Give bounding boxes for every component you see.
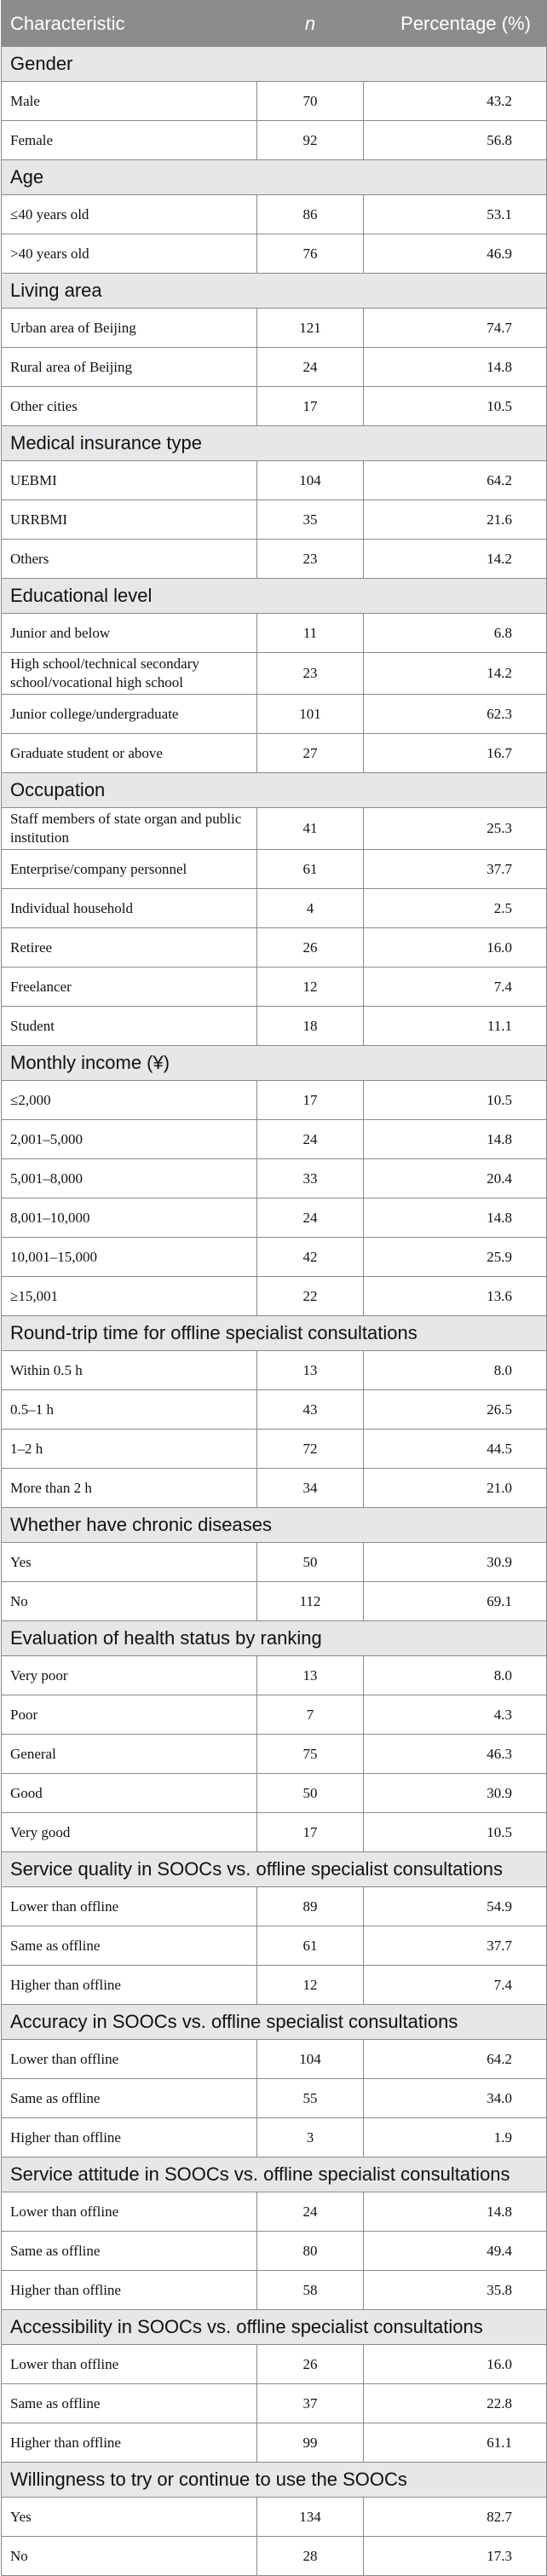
row-count: 26: [257, 2345, 364, 2384]
row-percentage: 56.8: [364, 121, 547, 160]
table-row: [2, 1081, 547, 1120]
row-count: 101: [257, 695, 364, 734]
table-row: [2, 1813, 547, 1852]
table-row: [2, 1966, 547, 2005]
row-label: ≤2,000: [2, 1081, 257, 1120]
header-percentage: Percentage (%): [364, 1, 547, 47]
row-count: 112: [257, 1582, 364, 1621]
row-percentage: 64.2: [364, 2040, 547, 2079]
row-percentage: 43.2: [364, 82, 547, 121]
row-label: Enterprise/company personnel: [2, 850, 257, 889]
row-percentage: 6.8: [364, 614, 547, 653]
section-title: Service attitude in SOOCs vs. offline specialist consultations: [2, 2157, 547, 2192]
section-header-row: [2, 160, 547, 195]
row-label: Same as offline: [2, 2079, 257, 2118]
row-label: Student: [2, 1007, 257, 1046]
row-label: Same as offline: [2, 1926, 257, 1966]
row-count: 43: [257, 1390, 364, 1430]
table-row: [2, 1582, 547, 1621]
section-title: Round-trip time for offline specialist consultations: [2, 1316, 547, 1351]
row-percentage: 62.3: [364, 695, 547, 734]
table-row: [2, 461, 547, 500]
row-count: 61: [257, 850, 364, 889]
row-label: 10,001–15,000: [2, 1238, 257, 1277]
row-percentage: 74.7: [364, 309, 547, 348]
row-percentage: 69.1: [364, 1582, 547, 1621]
section-title: Evaluation of health status by ranking: [2, 1621, 547, 1656]
row-label: UEBMI: [2, 461, 257, 500]
row-count: 99: [257, 2423, 364, 2463]
row-percentage: 46.9: [364, 234, 547, 274]
section-header-row: [2, 2463, 547, 2498]
row-label: Same as offline: [2, 2232, 257, 2271]
row-percentage: 14.2: [364, 540, 547, 579]
row-count: 70: [257, 82, 364, 121]
section-header-row: [2, 1621, 547, 1656]
table-row: [2, 2498, 547, 2537]
row-label: Very poor: [2, 1656, 257, 1695]
row-percentage: 14.8: [364, 348, 547, 387]
row-percentage: 11.1: [364, 1007, 547, 1046]
row-label: 2,001–5,000: [2, 1120, 257, 1159]
row-label: Lower than offline: [2, 2192, 257, 2232]
row-percentage: 30.9: [364, 1543, 547, 1582]
section-header-row: [2, 1852, 547, 1887]
row-label: Freelancer: [2, 967, 257, 1007]
row-percentage: 10.5: [364, 1813, 547, 1852]
section-header-row: [2, 47, 547, 82]
table-row: [2, 387, 547, 426]
row-count: 17: [257, 387, 364, 426]
row-percentage: 25.9: [364, 1238, 547, 1277]
table-row: [2, 2232, 547, 2271]
row-count: 26: [257, 928, 364, 967]
section-header-row: [2, 2310, 547, 2345]
row-label: Graduate student or above: [2, 734, 257, 773]
table-row: [2, 850, 547, 889]
row-count: 13: [257, 1351, 364, 1390]
table-row: [2, 928, 547, 967]
row-count: 13: [257, 1656, 364, 1695]
row-label: More than 2 h: [2, 1469, 257, 1508]
table-row: [2, 1007, 547, 1046]
row-count: 4: [257, 889, 364, 928]
row-percentage: 46.3: [364, 1735, 547, 1774]
table-header: [2, 1, 547, 47]
table-row: [2, 309, 547, 348]
row-label: High school/technical secondary school/vocational high school: [2, 653, 257, 695]
row-label: Lower than offline: [2, 1887, 257, 1926]
row-percentage: 16.0: [364, 928, 547, 967]
table-row: [2, 82, 547, 121]
row-label: 0.5–1 h: [2, 1390, 257, 1430]
row-count: 24: [257, 1120, 364, 1159]
row-count: 42: [257, 1238, 364, 1277]
row-label: Very good: [2, 1813, 257, 1852]
section-title: Accuracy in SOOCs vs. offline specialist consultations: [2, 2005, 547, 2040]
row-count: 17: [257, 1081, 364, 1120]
row-label: Junior and below: [2, 614, 257, 653]
row-count: 92: [257, 121, 364, 160]
table-row: [2, 2079, 547, 2118]
section-header-row: [2, 426, 547, 461]
table-row: [2, 1238, 547, 1277]
row-label: >40 years old: [2, 234, 257, 274]
row-percentage: 4.3: [364, 1695, 547, 1735]
table-row: [2, 1469, 547, 1508]
row-percentage: 14.8: [364, 1120, 547, 1159]
table-row: [2, 2537, 547, 2576]
row-count: 55: [257, 2079, 364, 2118]
row-percentage: 17.3: [364, 2537, 547, 2576]
table-row: [2, 1198, 547, 1238]
table-row: [2, 1277, 547, 1316]
row-label: ≤40 years old: [2, 195, 257, 234]
table-row: [2, 1430, 547, 1469]
row-percentage: 16.7: [364, 734, 547, 773]
table-row: [2, 1159, 547, 1198]
section-title: Educational level: [2, 579, 547, 614]
row-label: Poor: [2, 1695, 257, 1735]
row-percentage: 44.5: [364, 1430, 547, 1469]
row-count: 58: [257, 2271, 364, 2310]
row-percentage: 7.4: [364, 1966, 547, 2005]
row-label: Lower than offline: [2, 2345, 257, 2384]
table-row: [2, 348, 547, 387]
row-percentage: 34.0: [364, 2079, 547, 2118]
row-percentage: 35.8: [364, 2271, 547, 2310]
row-label: Female: [2, 121, 257, 160]
row-percentage: 8.0: [364, 1656, 547, 1695]
row-label: Higher than offline: [2, 2423, 257, 2463]
row-percentage: 10.5: [364, 1081, 547, 1120]
row-count: 11: [257, 614, 364, 653]
row-percentage: 1.9: [364, 2118, 547, 2157]
table-row: [2, 1656, 547, 1695]
table-row: [2, 2345, 547, 2384]
table-row: [2, 1735, 547, 1774]
row-label: Same as offline: [2, 2384, 257, 2423]
row-percentage: 8.0: [364, 1351, 547, 1390]
row-label: URRBMI: [2, 500, 257, 540]
section-title: Service quality in SOOCs vs. offline specialist consultations: [2, 1852, 547, 1887]
table-row: [2, 500, 547, 540]
section-header-row: [2, 579, 547, 614]
characteristics-table: [1, 0, 547, 2576]
section-header-row: [2, 1508, 547, 1543]
row-count: 33: [257, 1159, 364, 1198]
row-percentage: 2.5: [364, 889, 547, 928]
row-percentage: 20.4: [364, 1159, 547, 1198]
row-percentage: 25.3: [364, 808, 547, 850]
table-row: [2, 967, 547, 1007]
table-row: [2, 2192, 547, 2232]
row-percentage: 82.7: [364, 2498, 547, 2537]
row-count: 104: [257, 2040, 364, 2079]
row-percentage: 14.8: [364, 2192, 547, 2232]
table-row: [2, 889, 547, 928]
header-characteristic: Characteristic: [2, 1, 257, 47]
row-label: General: [2, 1735, 257, 1774]
table-row: [2, 614, 547, 653]
row-label: Staff members of state organ and public institution: [2, 808, 257, 850]
section-title: Living area: [2, 274, 547, 309]
table-row: [2, 2040, 547, 2079]
row-label: 1–2 h: [2, 1430, 257, 1469]
row-count: 24: [257, 348, 364, 387]
row-label: 5,001–8,000: [2, 1159, 257, 1198]
section-title: Willingness to try or continue to use the SOOCs: [2, 2463, 547, 2498]
section-header-row: [2, 773, 547, 808]
table-body: [2, 47, 547, 2576]
row-percentage: 54.9: [364, 1887, 547, 1926]
row-percentage: 16.0: [364, 2345, 547, 2384]
row-label: Male: [2, 82, 257, 121]
row-count: 86: [257, 195, 364, 234]
table-row: [2, 695, 547, 734]
row-label: Lower than offline: [2, 2040, 257, 2079]
row-percentage: 53.1: [364, 195, 547, 234]
row-percentage: 26.5: [364, 1390, 547, 1430]
row-percentage: 10.5: [364, 387, 547, 426]
table-row: [2, 2384, 547, 2423]
row-percentage: 14.2: [364, 653, 547, 695]
row-count: 104: [257, 461, 364, 500]
row-label: Yes: [2, 2498, 257, 2537]
section-header-row: [2, 2157, 547, 2192]
table-row: [2, 121, 547, 160]
row-label: Junior college/undergraduate: [2, 695, 257, 734]
section-header-row: [2, 1046, 547, 1081]
row-count: 24: [257, 2192, 364, 2232]
row-count: 12: [257, 1966, 364, 2005]
section-title: Gender: [2, 47, 547, 82]
row-count: 22: [257, 1277, 364, 1316]
section-title: Accessibility in SOOCs vs. offline specialist consultations: [2, 2310, 547, 2345]
row-count: 72: [257, 1430, 364, 1469]
table-row: [2, 1887, 547, 1926]
row-percentage: 64.2: [364, 461, 547, 500]
row-percentage: 30.9: [364, 1774, 547, 1813]
table-row: [2, 2271, 547, 2310]
table-row: [2, 653, 547, 695]
section-title: Occupation: [2, 773, 547, 808]
row-label: Retiree: [2, 928, 257, 967]
section-title: Age: [2, 160, 547, 195]
table-row: [2, 1543, 547, 1582]
row-label: Rural area of Beijing: [2, 348, 257, 387]
row-label: ≥15,001: [2, 1277, 257, 1316]
table-row: [2, 1390, 547, 1430]
section-title: Medical insurance type: [2, 426, 547, 461]
row-percentage: 22.8: [364, 2384, 547, 2423]
row-count: 12: [257, 967, 364, 1007]
section-header-row: [2, 2005, 547, 2040]
row-label: 8,001–10,000: [2, 1198, 257, 1238]
table-row: [2, 1926, 547, 1966]
row-label: No: [2, 1582, 257, 1621]
row-count: 75: [257, 1735, 364, 1774]
row-count: 23: [257, 540, 364, 579]
row-label: Individual household: [2, 889, 257, 928]
row-count: 37: [257, 2384, 364, 2423]
row-count: 17: [257, 1813, 364, 1852]
table-row: [2, 540, 547, 579]
row-percentage: 49.4: [364, 2232, 547, 2271]
row-count: 28: [257, 2537, 364, 2576]
row-label: Others: [2, 540, 257, 579]
row-percentage: 37.7: [364, 1926, 547, 1966]
row-percentage: 14.8: [364, 1198, 547, 1238]
row-count: 134: [257, 2498, 364, 2537]
row-percentage: 13.6: [364, 1277, 547, 1316]
row-percentage: 61.1: [364, 2423, 547, 2463]
section-header-row: [2, 1316, 547, 1351]
section-title: Monthly income (¥): [2, 1046, 547, 1081]
row-count: 80: [257, 2232, 364, 2271]
row-count: 61: [257, 1926, 364, 1966]
row-count: 35: [257, 500, 364, 540]
row-label: No: [2, 2537, 257, 2576]
table-row: [2, 1774, 547, 1813]
row-count: 76: [257, 234, 364, 274]
row-label: Higher than offline: [2, 1966, 257, 2005]
row-count: 7: [257, 1695, 364, 1735]
row-percentage: 7.4: [364, 967, 547, 1007]
table-row: [2, 1351, 547, 1390]
row-label: Urban area of Beijing: [2, 309, 257, 348]
row-label: Yes: [2, 1543, 257, 1582]
table-row: [2, 2118, 547, 2157]
row-label: Good: [2, 1774, 257, 1813]
row-count: 50: [257, 1543, 364, 1582]
table-row: [2, 1695, 547, 1735]
row-count: 89: [257, 1887, 364, 1926]
row-count: 23: [257, 653, 364, 695]
section-title: Whether have chronic diseases: [2, 1508, 547, 1543]
row-count: 50: [257, 1774, 364, 1813]
row-label: Within 0.5 h: [2, 1351, 257, 1390]
table-row: [2, 734, 547, 773]
row-label: Higher than offline: [2, 2118, 257, 2157]
row-count: 121: [257, 309, 364, 348]
table-row: [2, 195, 547, 234]
row-count: 27: [257, 734, 364, 773]
row-percentage: 21.6: [364, 500, 547, 540]
row-count: 24: [257, 1198, 364, 1238]
table-row: [2, 234, 547, 274]
row-label: Other cities: [2, 387, 257, 426]
row-percentage: 37.7: [364, 850, 547, 889]
row-count: 34: [257, 1469, 364, 1508]
header-row: [2, 1, 547, 47]
table-row: [2, 1120, 547, 1159]
row-percentage: 21.0: [364, 1469, 547, 1508]
section-header-row: [2, 274, 547, 309]
row-count: 41: [257, 808, 364, 850]
table-row: [2, 808, 547, 850]
table-row: [2, 2423, 547, 2463]
row-label: Higher than offline: [2, 2271, 257, 2310]
row-count: 3: [257, 2118, 364, 2157]
header-n: n: [257, 1, 364, 47]
row-count: 18: [257, 1007, 364, 1046]
